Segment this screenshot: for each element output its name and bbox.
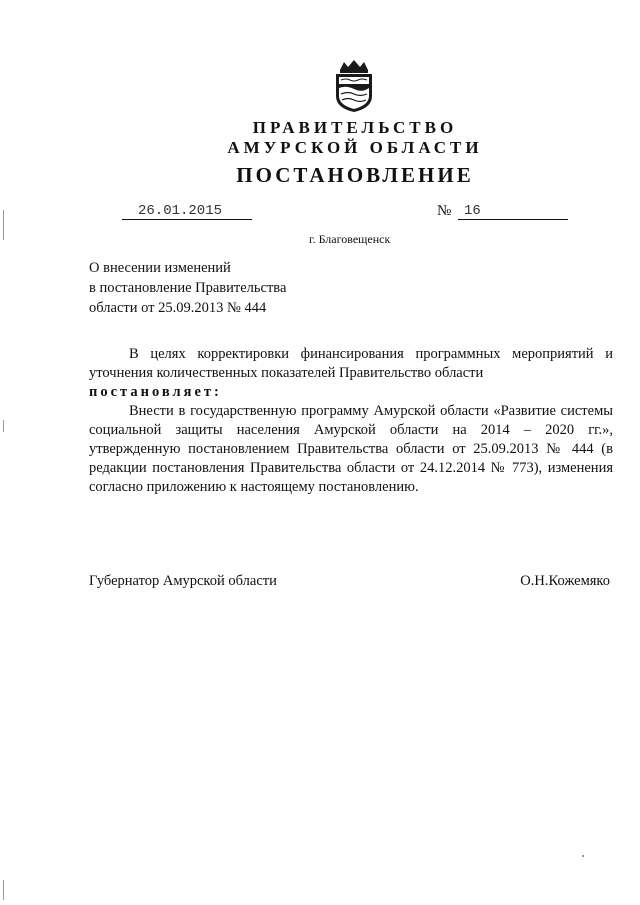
- subject-line: области от 25.09.2013 № 444: [89, 300, 267, 316]
- subject-line: в постановление Правительства: [89, 280, 287, 296]
- coat-of-arms-icon: [332, 58, 376, 114]
- document-body: [89, 345, 613, 497]
- scan-mark: [3, 880, 4, 900]
- document-subject: [89, 258, 349, 318]
- subject-line: О внесении изменений: [89, 260, 231, 276]
- government-name-line1: ПРАВИТЕЛЬСТВО: [252, 118, 458, 137]
- document-number: 16: [458, 203, 568, 220]
- government-name-line2: АМУРСКОЙ ОБЛАСТИ: [227, 138, 483, 157]
- decision-paragraph: Внести в государственную программу Амурской области «Развитие системы социальной защиты населения Амурской области на 2014 – 2020 гг.», утвержденную постановлением Правительства области от 25.09.2013 № 444 (в редакции постановления Правительства области от 24.12.2014 № 773), изменения согласно приложению к настоящему постановлению.: [89, 403, 613, 495]
- preamble-paragraph: В целях корректировки финансирования программных мероприятий и уточнения количественных показателей Правительство области: [89, 346, 613, 381]
- number-label: №: [437, 203, 452, 219]
- document-date: 26.01.2015: [122, 203, 252, 220]
- signatory-name: О.Н.Кожемяко: [520, 573, 610, 589]
- scan-mark: [3, 420, 4, 432]
- document-type-title: ПОСТАНОВЛЕНИЕ: [236, 163, 474, 187]
- city-label: г. Благовещенск: [309, 232, 391, 246]
- signatory-position: Губернатор Амурской области: [89, 573, 277, 589]
- resolves-word: постановляет:: [89, 384, 222, 400]
- scan-mark: [582, 855, 584, 857]
- scan-mark: [3, 210, 4, 240]
